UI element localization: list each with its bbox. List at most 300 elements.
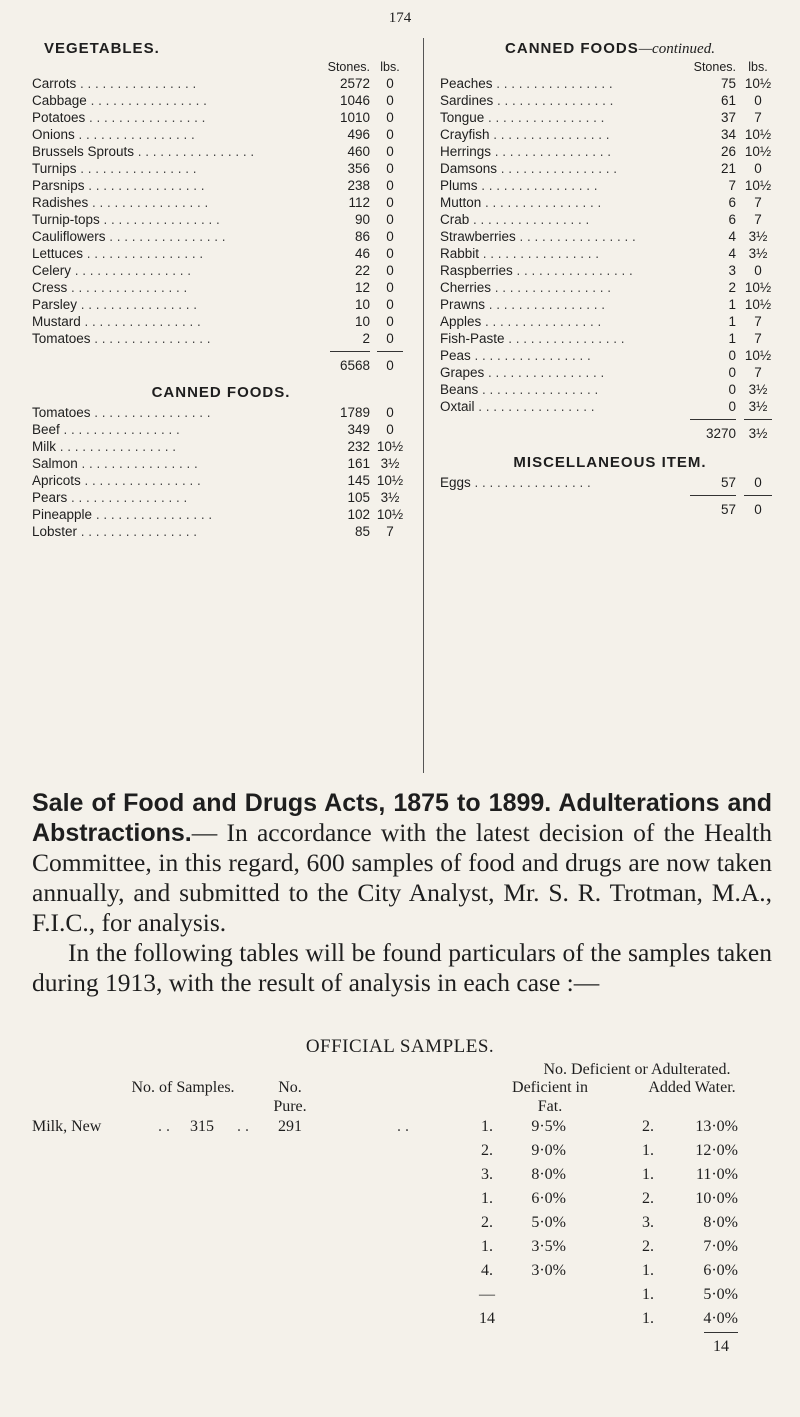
leader-dots: . . . . . . . . . . . . . . . . [90,405,211,420]
item-name: Tomatoes . . . . . . . . . . . . . . . . [32,405,211,420]
canned-continued-table [440,75,780,415]
official-sample-row [32,1116,772,1138]
vegetable-row [32,330,410,347]
fat-count: 1. [481,1118,493,1135]
official-sample-row [32,1164,772,1186]
stones-value: 0 [728,365,736,380]
official-sample-row [32,1140,772,1162]
fat-count: 3. [481,1166,493,1183]
vegetables-total-lbs: 0 [386,358,394,373]
water-percent: 4·0% [703,1310,738,1327]
stones-value: 22 [354,263,370,278]
item-name: Turnips . . . . . . . . . . . . . . . . [32,161,197,176]
stones-value: 7 [728,178,736,193]
lbs-value: 0 [386,93,394,108]
canned-total-lbs: 3½ [748,426,768,441]
water-count: 1. [642,1286,654,1303]
canned-food-row [440,381,780,398]
item-name: Strawberries . . . . . . . . . . . . . . . . [440,229,636,244]
lbs-value: 0 [754,475,762,490]
canned-food-row [440,262,780,279]
canned-food-row [32,455,410,472]
item-name: Salmon . . . . . . . . . . . . . . . . [32,456,198,471]
leader-dots: . . . . . . . . . . . . . . . . [491,144,612,159]
water-percent: 12·0% [695,1142,738,1159]
official-sample-row [32,1236,772,1258]
stones-value: 1 [728,314,736,329]
item-name: Cress . . . . . . . . . . . . . . . . [32,280,188,295]
vegetable-row [32,143,410,160]
total-rule [440,415,780,424]
water-percent: 10·0% [695,1190,738,1207]
leader-dots: . . . . . . . . . . . . . . . . [481,195,602,210]
leader-dots: . . . . . . . . . . . . . . . . [489,127,610,142]
item-name: Celery . . . . . . . . . . . . . . . . [32,263,192,278]
canned-food-row [440,177,780,194]
stones-value: 112 [348,195,370,210]
canned-food-row [440,92,780,109]
samples-count: 315 [190,1118,214,1135]
canned-foods-heading: CANNED FOODS. [151,384,291,401]
stones-value: 3 [728,263,736,278]
stones-value: 37 [720,110,736,125]
lbs-value: 7 [754,331,762,346]
fat-percent: 9·5% [531,1118,566,1135]
leader-dots: . . . . . . . . . . . . . . . . [477,178,598,193]
stones-value: 4 [728,229,736,244]
lbs-value: 0 [386,127,394,142]
stones-value: 1 [728,331,736,346]
item-name: Damsons . . . . . . . . . . . . . . . . [440,161,618,176]
water-count: 2. [642,1238,654,1255]
canned-food-row [440,126,780,143]
header-samples: No. of Samples. [131,1079,235,1096]
item-name: Apples . . . . . . . . . . . . . . . . [440,314,602,329]
lbs-value: 10½ [744,76,772,91]
water-count: 2. [642,1190,654,1207]
lbs-value: 3½ [748,229,768,244]
item-name: Carrots . . . . . . . . . . . . . . . . [32,76,197,91]
leader-dots: . . . . . . . . . . . . . . . . [105,229,226,244]
official-sample-row [32,1188,772,1210]
item-name: Parsley . . . . . . . . . . . . . . . . [32,297,198,312]
leader-dots: . . . . . . . . . . . . . . . . [512,263,633,278]
paragraph-1-text: — In accordance with the latest decision of the Health Committee, in this regard, 600 samples of food and drugs are now taken annually, and submitted to the City Analyst, Mr. S. R. Trotman, M.A., F.I.C., for analysis. [32,818,772,937]
water-percent: 11·0% [695,1166,738,1183]
stones-value: 6 [728,212,736,227]
item-name: Peas . . . . . . . . . . . . . . . . [440,348,591,363]
water-percent: 6·0% [703,1262,738,1279]
water-total: 14 [713,1338,729,1355]
stones-value: 161 [347,456,370,471]
stones-value: 4 [728,246,736,261]
leader-dots: . . . . . . . . . . . . . . . . [88,195,209,210]
lbs-value: 10½ [744,178,772,193]
stones-value: 145 [347,473,370,488]
leader-dots: . . . . . . . . . . . . . . . . [504,331,625,346]
stones-value: 10 [354,314,370,329]
item-name: Raspberries . . . . . . . . . . . . . . . . [440,263,633,278]
leader-dots: . . . . . . . . . . . . . . . . [481,314,602,329]
item-name: Crab . . . . . . . . . . . . . . . . [440,212,590,227]
lbs-unit: lbs. [748,60,768,74]
page-number: 174 [388,10,412,26]
stones-value: 1010 [339,110,370,125]
right-column [440,38,780,520]
vegetable-row [32,126,410,143]
vegetable-row [32,160,410,177]
lbs-value: 0 [386,246,394,261]
item-name: Parsnips . . . . . . . . . . . . . . . . [32,178,205,193]
header-pure: No. Pure. [273,1079,307,1115]
item-name: Potatoes . . . . . . . . . . . . . . . . [32,110,206,125]
lbs-value: 0 [386,405,394,420]
stones-value: 232 [347,439,370,454]
vegetable-row [32,279,410,296]
continued-suffix: —continued. [638,41,715,57]
leader-dots: . . [397,1118,409,1135]
canned-continued-title: CANNED FOODS [505,40,639,57]
water-count: 1. [642,1310,654,1327]
official-sample-row [32,1260,772,1282]
canned-total-stones: 3270 [705,426,736,441]
total-rule [32,347,410,356]
lbs-value: 3½ [748,399,768,414]
fat-count: 2. [481,1142,493,1159]
fat-count: 14 [479,1310,495,1327]
leader-dots: . . . . . . . . . . . . . . . . [497,161,618,176]
leader-dots: . . . . . . . . . . . . . . . . [479,246,600,261]
stones-value: 90 [354,212,370,227]
lbs-value: 10½ [744,297,772,312]
lbs-value: 3½ [380,490,400,505]
item-name: Apricots . . . . . . . . . . . . . . . . [32,473,201,488]
canned-food-row [440,245,780,262]
column-divider [423,38,424,773]
leader-dots: . . . . . . . . . . . . . . . . [470,348,591,363]
item-name: Brussels Sprouts . . . . . . . . . . . . . . . . [32,144,255,159]
vegetable-row [32,228,410,245]
leader-dots: . . . . . . . . . . . . . . . . [76,161,197,176]
leader-dots: . . . . . . . . . . . . . . . . [76,76,197,91]
canned-food-row [32,404,410,421]
lbs-value: 0 [386,161,394,176]
lbs-value: 10½ [376,507,404,522]
stones-value: 0 [728,382,736,397]
section-lead: Sale of Food and Drugs Acts, 1875 to 1899. Adulterations and Abstractions. [32,789,772,847]
leader-dots: . . . . . . . . . . . . . . . . [469,212,590,227]
leader-dots: . . . . . . . . . . . . . . . . [515,229,636,244]
stones-value: 1046 [339,93,370,108]
leader-dots: . . . . . . . . . . . . . . . . [83,246,204,261]
official-sample-row [32,1284,772,1306]
stones-value: 2 [728,280,736,295]
stones-value: 10 [354,297,370,312]
lbs-value: 10½ [376,439,404,454]
stones-value: 57 [720,475,736,490]
lbs-value: 7 [386,524,394,539]
lbs-value: 0 [386,212,394,227]
leader-dots: . . . . . . . . . . . . . . . . [67,490,188,505]
vegetable-row [32,296,410,313]
leader-dots: . . . . . . . . . . . . . . . . [80,473,201,488]
vegetable-row [32,109,410,126]
lbs-value: 0 [386,76,394,91]
item-name: Crayfish . . . . . . . . . . . . . . . . [440,127,610,142]
water-count: 1. [642,1142,654,1159]
stones-value: 349 [347,422,370,437]
leader-dots: . . . . . . . . . . . . . . . . [470,475,591,490]
canned-food-row [440,160,780,177]
vegetable-row [32,262,410,279]
total-rule [440,491,780,500]
lbs-value: 0 [386,195,394,210]
leader-dots: . . . . . . . . . . . . . . . . [77,524,198,539]
fat-percent: 3·0% [531,1262,566,1279]
item-name: Beef . . . . . . . . . . . . . . . . [32,422,180,437]
lbs-value: 10½ [744,144,772,159]
stones-value: 46 [354,246,370,261]
stones-value: 86 [354,229,370,244]
water-count: 1. [642,1166,654,1183]
stones-value: 105 [347,490,370,505]
item-name: Plums . . . . . . . . . . . . . . . . [440,178,598,193]
misc-total-stones: 57 [720,502,736,517]
water-percent: 7·0% [703,1238,738,1255]
water-total-rule [704,1332,738,1333]
vegetable-row [32,177,410,194]
lbs-unit: lbs. [380,60,400,74]
stones-value: 1789 [339,405,370,420]
canned-food-row [32,472,410,489]
pure-count: 291 [278,1118,302,1135]
lbs-value: 0 [386,263,394,278]
lbs-value: 10½ [744,280,772,295]
item-name: Fish-Paste . . . . . . . . . . . . . . . . [440,331,625,346]
leader-dots: . . . . . . . . . . . . . . . . [493,93,614,108]
fat-percent: 6·0% [531,1190,566,1207]
leader-dots: . . . . . . . . . . . . . . . . [484,365,605,380]
leader-dots: . . . . . . . . . . . . . . . . [484,110,605,125]
vegetable-row [32,194,410,211]
leader-dots: . . . . . . . . . . . . . . . . [67,280,188,295]
leader-dots: . . . . . . . . . . . . . . . . [90,331,211,346]
stones-value: 238 [347,178,370,193]
stones-value: 6 [728,195,736,210]
canned-total [440,424,780,444]
item-name: Sardines . . . . . . . . . . . . . . . . [440,93,614,108]
lbs-value: 7 [754,365,762,380]
water-count: 2. [642,1118,654,1135]
canned-food-row [32,523,410,540]
leader-dots: . . . . . . . . . . . . . . . . [77,297,198,312]
leader-dots: . . . . . . . . . . . . . . . . [491,280,612,295]
lbs-value: 10½ [744,127,772,142]
leader-dots: . . . . . . . . . . . . . . . . [56,439,177,454]
canned-food-row [440,364,780,381]
lbs-value: 7 [754,314,762,329]
water-count: 1. [642,1262,654,1279]
canned-foods-table [32,404,410,540]
vegetables-total-stones: 6568 [339,358,370,373]
canned-food-row [440,194,780,211]
misc-total-lbs: 0 [754,502,762,517]
stones-unit: Stones. [693,60,736,74]
item-name: Cherries . . . . . . . . . . . . . . . . [440,280,612,295]
leader-dots: . . . . . . . . . . . . . . . . [492,76,613,91]
leader-dots: . . . . . . . . . . . . . . . . [478,382,599,397]
item-name: Lettuces . . . . . . . . . . . . . . . . [32,246,204,261]
fat-percent: 8·0% [531,1166,566,1183]
misc-item-row [440,474,780,491]
canned-food-row [32,506,410,523]
leader-dots: . . . . . . . . . . . . . . . . [485,297,606,312]
vegetables-heading: VEGETABLES. [44,40,160,57]
item-name: Mutton . . . . . . . . . . . . . . . . [440,195,602,210]
item-name: Peaches . . . . . . . . . . . . . . . . [440,76,613,91]
canned-food-row [440,330,780,347]
leader-dots: . . . . . . . . . . . . . . . . [74,127,195,142]
stones-value: 496 [347,127,370,142]
canned-food-row [440,296,780,313]
canned-continued-heading [440,38,780,60]
canned-food-row [440,279,780,296]
vegetable-row [32,245,410,262]
item-name: Radishes . . . . . . . . . . . . . . . . [32,195,209,210]
item-name: Tomatoes . . . . . . . . . . . . . . . . [32,331,211,346]
leader-dots: . . . . . . . . . . . . . . . . [84,178,205,193]
lbs-value: 0 [754,93,762,108]
stones-value: 75 [720,76,736,91]
miscellaneous-table [440,474,780,491]
item-name: Grapes . . . . . . . . . . . . . . . . [440,365,605,380]
item-name: Tongue . . . . . . . . . . . . . . . . [440,110,605,125]
canned-food-row [440,313,780,330]
canned-food-row [440,347,780,364]
item-name: Lobster . . . . . . . . . . . . . . . . [32,524,198,539]
stones-value: 2 [362,331,370,346]
leader-dots: . . . . . . . . . . . . . . . . [59,422,180,437]
stones-value: 85 [354,524,370,539]
canned-food-row [32,421,410,438]
stones-value: 12 [354,280,370,295]
lbs-value: 0 [386,144,394,159]
lbs-value: 10½ [376,473,404,488]
lbs-value: 10½ [744,348,772,363]
water-percent: 13·0% [695,1118,738,1135]
left-column [32,38,410,540]
vegetable-row [32,313,410,330]
leader-dots: . . . . . . . . . . . . . . . . [134,144,255,159]
lbs-value: 0 [386,229,394,244]
canned-food-row [440,211,780,228]
lbs-value: 0 [386,314,394,329]
canned-food-row [32,438,410,455]
fat-percent: 5·0% [531,1214,566,1231]
lbs-value: 0 [386,422,394,437]
stones-value: 2572 [339,76,370,91]
stones-value: 102 [347,507,370,522]
item-name: Turnip-tops . . . . . . . . . . . . . . . . [32,212,220,227]
lbs-value: 0 [386,297,394,312]
vegetable-row [32,92,410,109]
stones-value: 61 [720,93,736,108]
item-name: Beans . . . . . . . . . . . . . . . . [440,382,599,397]
item-name: Pineapple . . . . . . . . . . . . . . . . [32,507,213,522]
official-sample-row [32,1212,772,1234]
header-deficient-fat: Deficient in Fat. [512,1079,588,1115]
item-name: Rabbit . . . . . . . . . . . . . . . . [440,246,600,261]
body-text [32,788,772,998]
vegetables-total [32,356,410,376]
official-samples-title: OFFICIAL SAMPLES. [305,1036,495,1057]
canned-food-row [440,75,780,92]
leader-dots: . . [158,1118,170,1135]
water-percent: 5·0% [703,1286,738,1303]
leader-dots: . . . . . . . . . . . . . . . . [86,93,207,108]
water-percent: 8·0% [703,1214,738,1231]
stones-value: 21 [720,161,736,176]
fat-percent: 3·5% [531,1238,566,1255]
stones-unit: Stones. [327,60,370,74]
vegetable-row [32,75,410,92]
leader-dots: . . [237,1118,249,1135]
canned-food-row [440,398,780,415]
vegetables-table [32,75,410,347]
item-name: Cabbage . . . . . . . . . . . . . . . . [32,93,207,108]
stones-value: 0 [728,399,736,414]
fat-count: 4. [481,1262,493,1279]
leader-dots: . . . . . . . . . . . . . . . . [71,263,192,278]
canned-continued-units [440,60,780,75]
stones-value: 356 [347,161,370,176]
leader-dots: . . . . . . . . . . . . . . . . [80,314,201,329]
lbs-value: 0 [386,331,394,346]
item-name: Eggs . . . . . . . . . . . . . . . . [440,475,591,490]
item-name: Cauliflowers . . . . . . . . . . . . . . . . [32,229,226,244]
lbs-value: 0 [754,263,762,278]
paragraph-1 [32,788,772,938]
canned-food-row [440,109,780,126]
leader-dots: . . . . . . . . . . . . . . . . [77,456,198,471]
lbs-value: 7 [754,110,762,125]
canned-food-row [32,489,410,506]
item-name: Pears . . . . . . . . . . . . . . . . [32,490,188,505]
item-name: Herrings . . . . . . . . . . . . . . . . [440,144,612,159]
lbs-value: 7 [754,212,762,227]
lbs-value: 3½ [380,456,400,471]
lbs-value: 0 [386,110,394,125]
fat-count: — [479,1286,495,1303]
lbs-value: 3½ [748,382,768,397]
lbs-value: 0 [754,161,762,176]
leader-dots: . . . . . . . . . . . . . . . . [92,507,213,522]
header-deficient-group: No. Deficient or Adulterated. [543,1061,731,1078]
leader-dots: . . . . . . . . . . . . . . . . [99,212,220,227]
item-name: Prawns . . . . . . . . . . . . . . . . [440,297,606,312]
item-name: Milk . . . . . . . . . . . . . . . . [32,439,177,454]
vegetables-units [32,60,410,75]
paragraph-2: In the following tables will be found particulars of the samples taken during 1913, with the result of analysis in each case :— [32,938,772,997]
item-name: Onions . . . . . . . . . . . . . . . . [32,127,195,142]
leader-dots: . . . . . . . . . . . . . . . . [474,399,595,414]
water-count: 3. [642,1214,654,1231]
lbs-value: 0 [386,178,394,193]
fat-count: 2. [481,1214,493,1231]
fat-count: 1. [481,1238,493,1255]
item-name: Oxtail . . . . . . . . . . . . . . . . [440,399,595,414]
header-added-water: Added Water. [648,1079,736,1096]
